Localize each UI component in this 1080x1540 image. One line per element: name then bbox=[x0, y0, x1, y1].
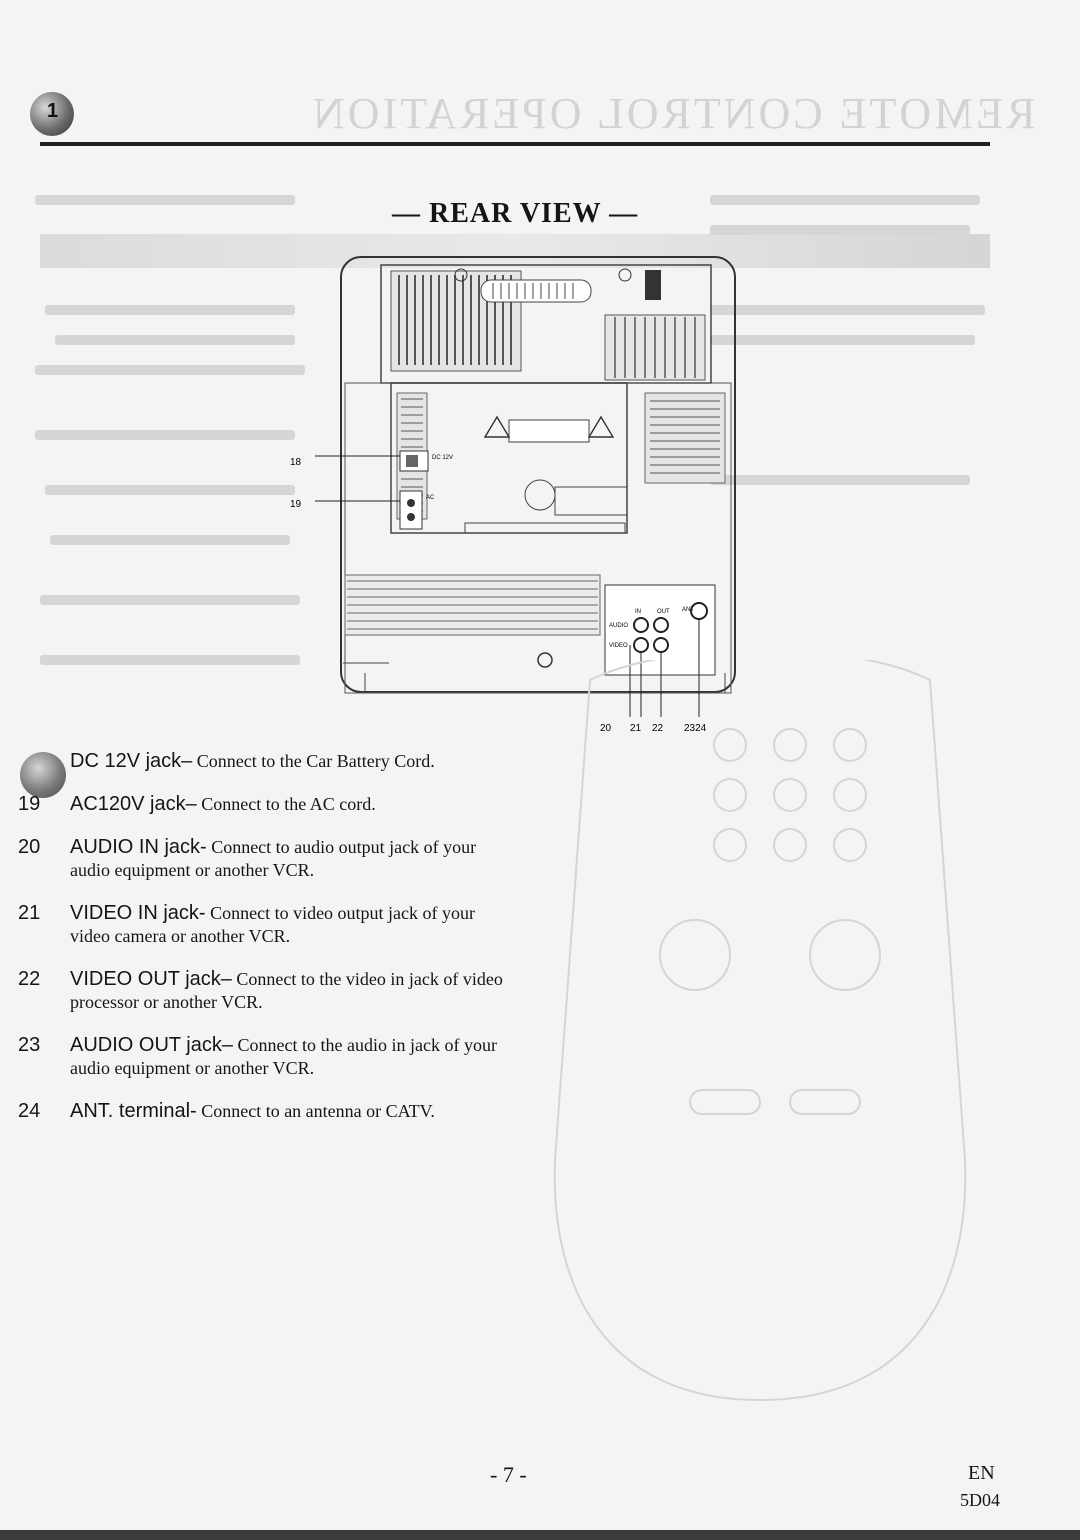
jack-item-18 bbox=[18, 750, 518, 773]
jack-item-24 bbox=[18, 1100, 518, 1123]
rear-view-title: — REAR VIEW — bbox=[392, 198, 639, 229]
item-description: Connect to the AC cord. bbox=[196, 794, 376, 814]
item-description: Connect to the Car Battery Cord. bbox=[192, 751, 435, 771]
item-title: AUDIO IN jack- bbox=[70, 836, 207, 858]
item-description: Connect to audio output jack of your audio equipment or another VCR. bbox=[70, 837, 477, 880]
jack-description-list bbox=[18, 750, 518, 1143]
ac-jack-label: AC bbox=[426, 495, 435, 501]
item-title: AUDIO OUT jack– bbox=[70, 1034, 233, 1056]
item-number: 21 bbox=[18, 902, 41, 924]
callout-23-24: 2324 bbox=[684, 723, 707, 734]
callout-20: 20 bbox=[600, 723, 612, 734]
item-title: VIDEO IN jack- bbox=[70, 902, 206, 924]
left-bleed-through-text bbox=[35, 185, 325, 705]
document-code: 5D04 bbox=[960, 1490, 1000, 1510]
section-number: 1 bbox=[47, 100, 59, 122]
language-code: EN bbox=[968, 1462, 995, 1484]
callout-19: 19 bbox=[290, 499, 302, 510]
item-title: DC 12V jack– bbox=[70, 750, 193, 772]
right-bleed-through-text bbox=[710, 185, 1000, 705]
item-description: Connect to the audio in jack of your audio equipment or another VCR. bbox=[70, 1035, 497, 1078]
item-title: ANT. terminal- bbox=[70, 1100, 197, 1122]
out-label: OUT bbox=[657, 609, 670, 615]
bottom-edge bbox=[0, 1530, 1080, 1540]
item-number: 19 bbox=[18, 793, 41, 815]
item-description: Connect to an antenna or CATV. bbox=[196, 1101, 435, 1121]
jack-item-23 bbox=[18, 1034, 518, 1080]
callout-21: 21 bbox=[630, 723, 642, 734]
dc-jack-label: DC 12V bbox=[432, 455, 454, 461]
item-description: Connect to the video in jack of video processor or another VCR. bbox=[70, 969, 503, 1012]
item-description: Connect to video output jack of your video camera or another VCR. bbox=[70, 903, 476, 946]
item-title: AC120V jack– bbox=[70, 793, 197, 815]
item-number: 23 bbox=[18, 1034, 41, 1056]
jack-item-19 bbox=[18, 793, 518, 816]
remote-bleed-through bbox=[520, 660, 1000, 1420]
header-rule bbox=[40, 142, 990, 146]
ant-label: ANT bbox=[682, 607, 694, 613]
jack-item-20 bbox=[18, 836, 518, 882]
item-number: 20 bbox=[18, 836, 41, 858]
item-number: 24 bbox=[18, 1100, 41, 1122]
callout-22: 22 bbox=[652, 723, 664, 734]
jack-item-22 bbox=[18, 968, 518, 1014]
page-number: - 7 - bbox=[490, 1462, 527, 1487]
mirrored-heading-bleed: REMOTE CONTROL OPERATION bbox=[310, 89, 1036, 138]
callout-18: 18 bbox=[290, 457, 302, 468]
jack-item-21 bbox=[18, 902, 518, 948]
item-number: 22 bbox=[18, 968, 41, 990]
video-label: VIDEO bbox=[609, 643, 628, 649]
audio-label: AUDIO bbox=[609, 623, 629, 629]
item-title: VIDEO OUT jack– bbox=[70, 968, 232, 990]
in-label: IN bbox=[635, 609, 641, 615]
